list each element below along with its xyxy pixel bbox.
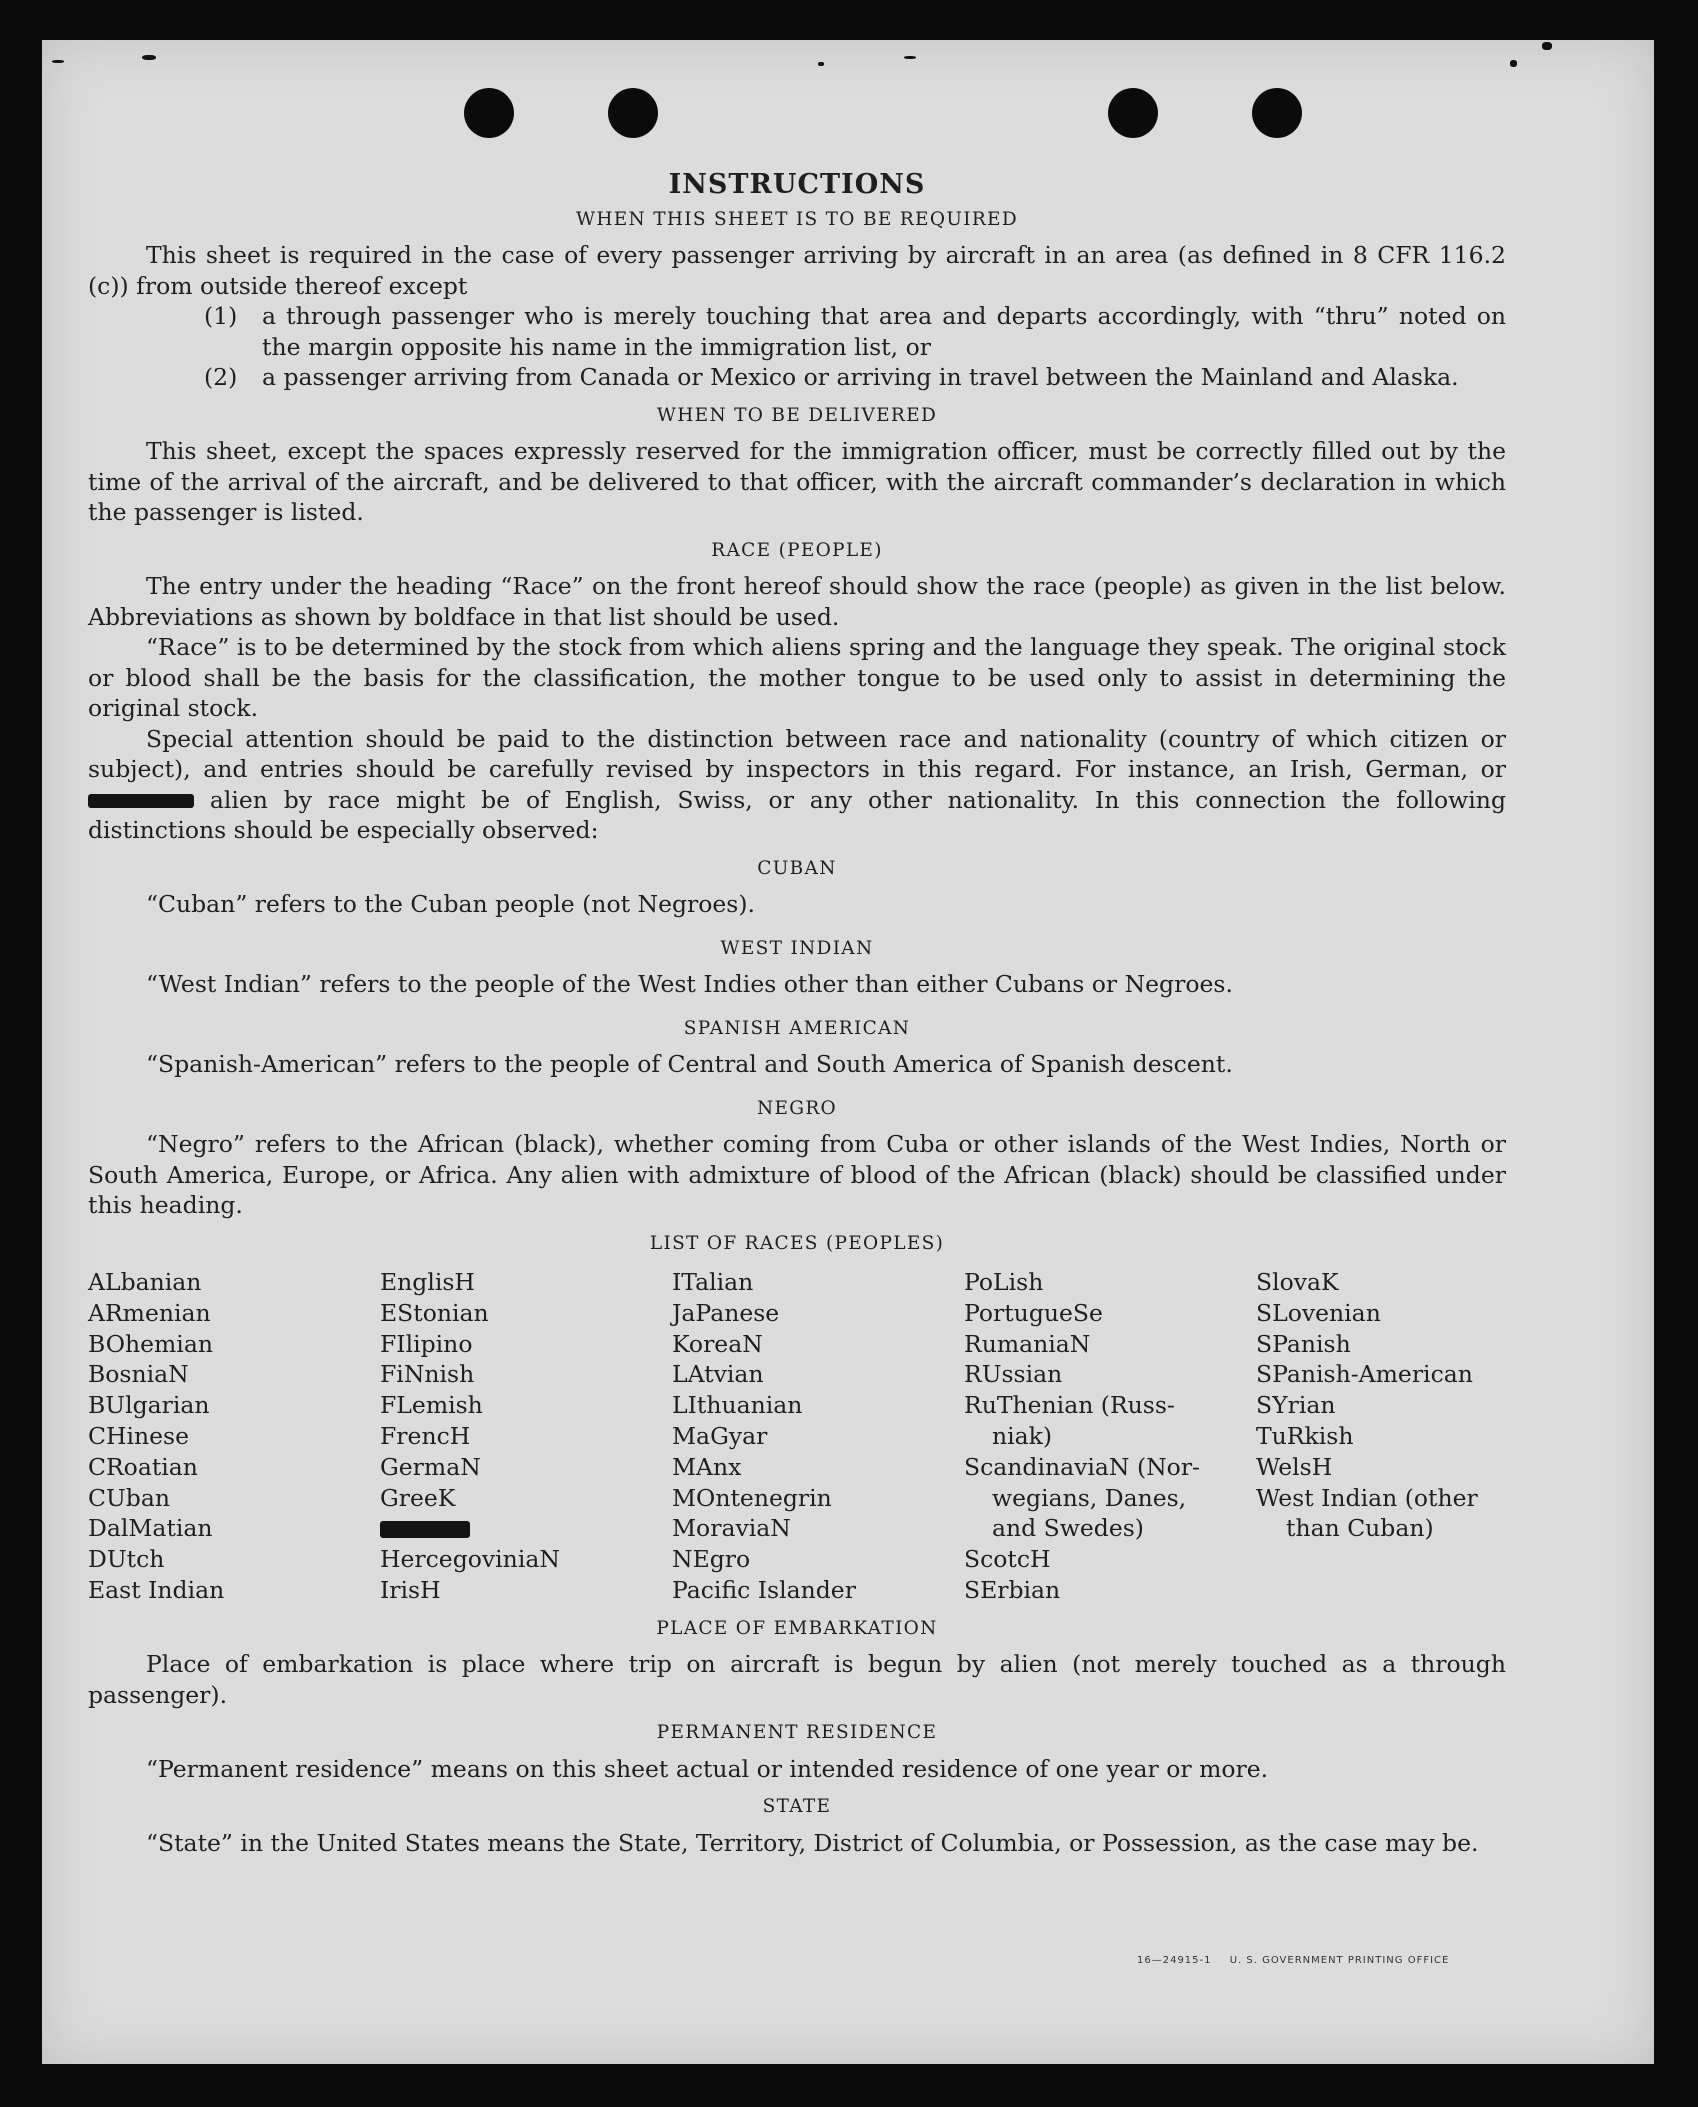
race-item: PoLish <box>964 1268 1044 1296</box>
section-heading-when-delivered: WHEN TO BE DELIVERED <box>656 404 938 426</box>
state-text: “State” in the United States means the State, Territory, District of Columbia, or Possession, as the case may be. <box>146 1828 1479 1857</box>
race-item: ARmenian <box>88 1298 211 1327</box>
race-item: FrencH <box>380 1421 471 1450</box>
race-item: Pacific Islander <box>672 1575 856 1604</box>
race-item: than Cuban) <box>1286 1514 1434 1543</box>
race-paragraph-2: “Race” is to be determined by the stock from which aliens spring and the language they speak. The original stock or blood shall be the basis for the classification, the mother tongue to be used only to assist in determining the original stock. <box>88 633 1506 722</box>
section-heading-race: RACE (PEOPLE) <box>711 539 883 561</box>
race-paragraph-3 <box>88 724 1506 846</box>
race-list <box>88 1267 1506 1606</box>
race-item: SlovaK <box>1256 1268 1339 1296</box>
exception-text: a through passenger who is merely touching that area and departs accordingly, with “thru” noted on the margin opposite his name in the immigration list, or <box>262 302 1506 361</box>
section-heading-spanish-american: SPANISH AMERICAN <box>683 1017 911 1039</box>
exception-number: (1) <box>204 302 238 330</box>
scan-speck <box>142 55 156 60</box>
spanish-american-text: “Spanish-American” refers to the people of Central and South America of Spanish descent. <box>146 1050 1233 1078</box>
race-item: GreeK <box>380 1483 456 1512</box>
race-item: CUban <box>88 1483 170 1512</box>
race-item: EStonian <box>380 1298 489 1327</box>
exception-list <box>88 301 1506 393</box>
scan-speck <box>1542 42 1552 50</box>
race-item: LAtvian <box>672 1360 764 1389</box>
scan-speck <box>1510 60 1517 67</box>
section-heading-negro: NEGRO <box>756 1097 838 1119</box>
race-item: and Swedes) <box>992 1514 1144 1543</box>
race-item: SPanish <box>1256 1329 1351 1358</box>
race-item: LIthuanian <box>672 1391 803 1420</box>
race-item: NEgro <box>672 1545 751 1574</box>
race-item: SLovenian <box>1256 1298 1381 1327</box>
race-item: DalMatian <box>88 1514 213 1543</box>
punch-hole <box>1108 88 1158 138</box>
scan-speck <box>52 60 64 63</box>
race-item: MOntenegrin <box>672 1483 832 1512</box>
race-item: SErbian <box>964 1575 1061 1604</box>
section-heading-embarkation: PLACE OF EMBARKATION <box>656 1617 938 1639</box>
scan-speck <box>818 62 824 66</box>
race-item: ScotcH <box>964 1545 1051 1574</box>
race-item: RuThenian (Russ- <box>964 1391 1175 1420</box>
race-item: KoreaN <box>672 1329 763 1358</box>
race-item: wegians, Danes, <box>992 1483 1187 1512</box>
race-item: BUlgarian <box>88 1391 210 1420</box>
instructions-content <box>88 170 1506 1858</box>
race-item-redacted <box>380 1513 672 1544</box>
residence-text: “Permanent residence” means on this sheet actual or intended residence of one year or more. <box>146 1754 1269 1783</box>
race-item: RumaniaN <box>964 1329 1091 1358</box>
exception-text: a passenger arriving from Canada or Mexico or arriving in travel between the Mainland and Alaska. <box>262 363 1459 391</box>
printer-name: U. S. GOVERNMENT PRINTING OFFICE <box>1229 1955 1450 1966</box>
race-column <box>380 1267 672 1606</box>
negro-text: “Negro” refers to the African (black), whether coming from Cuba or other islands of the West Indies, North or South America, Europe, or Africa. Any alien with admixture of blood of the African (black) should be classified under this heading. <box>88 1130 1506 1219</box>
punch-hole <box>608 88 658 138</box>
punch-hole <box>1252 88 1302 138</box>
race-item: BOhemian <box>88 1329 213 1358</box>
section-heading-list-of-races: LIST OF RACES (PEOPLES) <box>649 1232 945 1254</box>
race-item: FiNnish <box>380 1360 475 1389</box>
race-column <box>88 1267 380 1606</box>
race-item: ITalian <box>672 1268 754 1296</box>
race-item: DUtch <box>88 1545 165 1574</box>
punch-hole <box>464 88 514 138</box>
when-required-intro: This sheet is required in the case of every passenger arriving by aircraft in an area (as defined in 8 CFR 116.2 (c)) from outside thereof except <box>88 241 1506 300</box>
page-title: INSTRUCTIONS <box>668 169 926 200</box>
race-item: CHinese <box>88 1421 189 1450</box>
section-heading-residence: PERMANENT RESIDENCE <box>656 1722 938 1744</box>
race-item: ScandinaviaN (Nor- <box>964 1452 1200 1481</box>
exception-item <box>204 362 1506 393</box>
race-item: JaPanese <box>672 1298 780 1327</box>
redaction-mark <box>88 794 194 808</box>
race-item: ALbanian <box>88 1268 202 1296</box>
race-item: SPanish-American <box>1256 1360 1473 1389</box>
section-heading-cuban: CUBAN <box>757 857 837 879</box>
section-heading-state: STATE <box>762 1796 832 1818</box>
race-item: MoraviaN <box>672 1514 791 1543</box>
race-item: BosniaN <box>88 1360 189 1389</box>
race-item: MaGyar <box>672 1421 768 1450</box>
race-item: PortugueSe <box>964 1298 1103 1327</box>
race-item: MAnx <box>672 1452 742 1481</box>
printer-footer <box>1137 1955 1463 1966</box>
race-item: TuRkish <box>1256 1421 1354 1450</box>
race-paragraph-1: The entry under the heading “Race” on the front hereof should show the race (people) as given in the list below. Abbreviations as shown by boldface in that list should be used. <box>88 572 1506 631</box>
race-item: EnglisH <box>380 1268 475 1296</box>
cuban-text: “Cuban” refers to the Cuban people (not Negroes). <box>146 890 756 918</box>
exception-item <box>204 301 1506 362</box>
embarkation-text: Place of embarkation is place where trip on aircraft is begun by alien (not merely touched as a through passenger). <box>88 1650 1506 1709</box>
race-item: WelsH <box>1256 1452 1333 1481</box>
race-item: niak) <box>992 1421 1053 1450</box>
west-indian-text: “West Indian” refers to the people of the West Indies other than either Cubans or Negroes. <box>146 970 1233 998</box>
when-delivered-text: This sheet, except the spaces expressly reserved for the immigration officer, must be correctly filled out by the time of the arrival of the aircraft, and be delivered to that officer, with the aircraft commander’s declaration in which the passenger is listed. <box>88 437 1506 526</box>
race-column <box>672 1267 964 1606</box>
race-item: FIlipino <box>380 1329 473 1358</box>
race-column <box>1256 1267 1518 1606</box>
race-item: IrisH <box>380 1575 441 1604</box>
race-item: HercegoviniaN <box>380 1545 560 1574</box>
section-heading-when-required: WHEN THIS SHEET IS TO BE REQUIRED <box>576 208 1018 230</box>
race-item: East Indian <box>88 1575 225 1604</box>
race-item: GermaN <box>380 1452 481 1481</box>
race-item: SYrian <box>1256 1391 1336 1420</box>
race-item: RUssian <box>964 1360 1063 1389</box>
document-page <box>42 40 1654 2064</box>
section-heading-west-indian: WEST INDIAN <box>720 937 874 959</box>
race-item: West Indian (other <box>1256 1483 1478 1512</box>
race-item: FLemish <box>380 1391 483 1420</box>
exception-number: (2) <box>204 363 238 391</box>
form-number: 16—24915-1 <box>1137 1955 1212 1966</box>
redaction-mark <box>380 1521 470 1538</box>
race-paragraph-3-end: alien by race might be of English, Swiss, or any other nationality. In this connection the following distinctions should be especially observed: <box>88 785 1506 844</box>
race-paragraph-3-start: Special attention should be paid to the distinction between race and nationality (country of which citizen or subject), and entries should be carefully revised by inspectors in this regard. For instance, an Irish, German, or <box>88 724 1506 783</box>
race-column <box>964 1267 1256 1606</box>
race-item: CRoatian <box>88 1452 198 1481</box>
scan-speck <box>904 56 916 59</box>
